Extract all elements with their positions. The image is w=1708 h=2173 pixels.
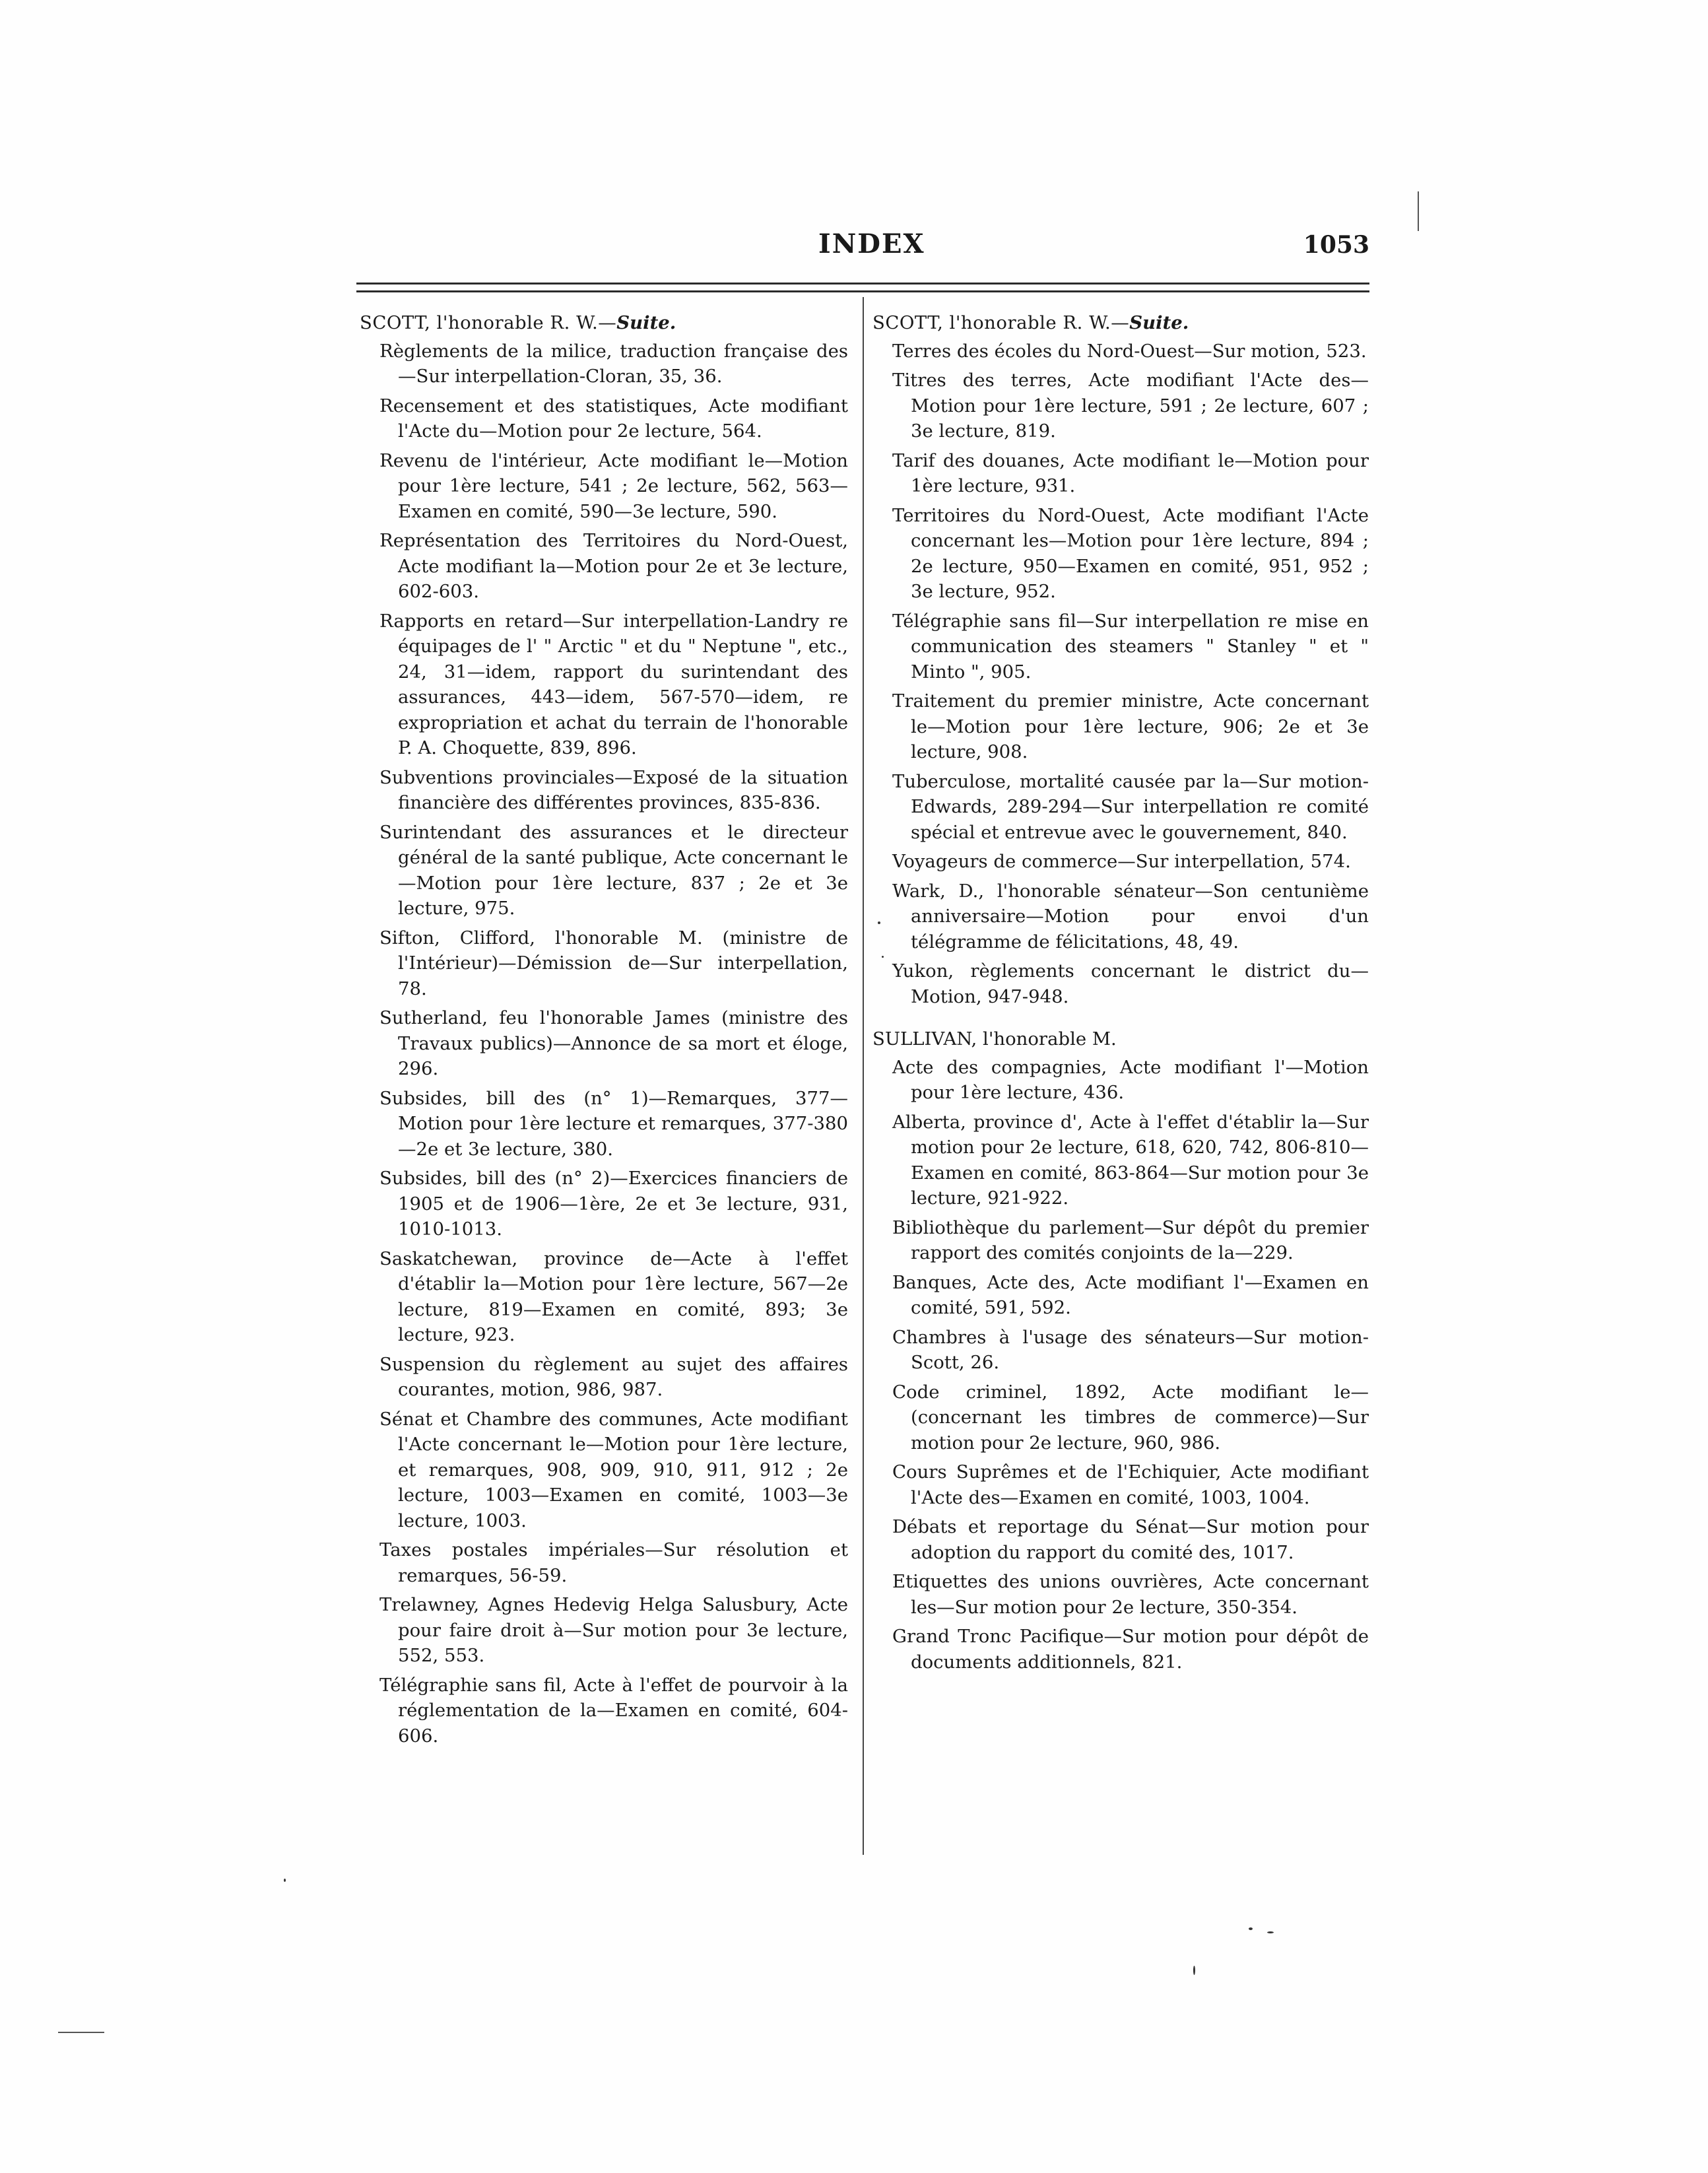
index-entry: Terres des écoles du Nord-Ouest—Sur motion, 523. xyxy=(892,340,1367,362)
index-entry: Surintendant des assurances et le directeur général de la santé publique, Acte concernant le—Motion pour 1ère lecture, 837 ; 2e et 3e lecture, 975. xyxy=(379,821,848,919)
index-entry: Subsides, bill des (n° 1)—Remarques, 377—Motion pour 1ère lecture et remarques, 377-380—2e et 3e lecture, 380. xyxy=(379,1087,848,1160)
index-entry: Voyageurs de commerce—Sur interpellation, 574. xyxy=(892,851,1351,872)
index-entry: Suspension du règlement au sujet des affaires courantes, motion, 986, 987. xyxy=(379,1353,848,1400)
column-divider xyxy=(863,297,864,1855)
page-header xyxy=(356,224,1369,264)
index-entry: Banques, Acte des, Acte modifiant l'—Examen en comité, 591, 592. xyxy=(892,1271,1369,1318)
scan-speck xyxy=(882,956,884,958)
index-entry: Télégraphie sans fil—Sur interpellation re mise en communication des steamers " Stanley " et " Minto ", 905. xyxy=(892,610,1369,683)
index-heading-scott-continued xyxy=(872,310,1369,336)
index-entry: Titres des terres, Acte modifiant l'Acte des—Motion pour 1ère lecture, 591 ; 2e lecture, 607 ; 3e lecture, 819. xyxy=(892,370,1369,442)
index-entry: Chambres à l'usage des sénateurs—Sur motion-Scott, 26. xyxy=(892,1326,1369,1373)
right-column xyxy=(872,310,1369,1679)
header-rule-top xyxy=(356,283,1369,284)
index-entry: Débats et reportage du Sénat—Sur motion pour adoption du rapport du comité des, 1017. xyxy=(892,1516,1369,1563)
index-heading-scott xyxy=(360,310,848,336)
scan-speck xyxy=(878,921,880,924)
heading-suite: Suite. xyxy=(1129,312,1189,333)
heading-name: SCOTT, l'honorable R. W.— xyxy=(360,312,617,333)
index-entry: Saskatchewan, province de—Acte à l'effet d'établir la—Motion pour 1ère lecture, 567—2e lecture, 819—Examen en comité, 893; 3e lecture, 923. xyxy=(379,1248,848,1345)
index-entry: Alberta, province d', Acte à l'effet d'établir la—Sur motion pour 2e lecture, 618, 620, 742, 806-810—Examen en comité, 863-864—Sur motion pour 3e lecture, 921-922. xyxy=(892,1111,1369,1209)
index-entry: Trelawney, Agnes Hedevig Helga Salusbury, Acte pour faire droit à—Sur motion pour 3e lecture, 552, 553. xyxy=(379,1594,848,1666)
index-heading-sullivan: SULLIVAN, l'honorable M. xyxy=(872,1028,1117,1050)
index-entry: Télégraphie sans fil, Acte à l'effet de pourvoir à la réglementation de la—Examen en comité, 604-606. xyxy=(379,1674,848,1747)
index-entry: Subsides, bill des (n° 2)—Exercices financiers de 1905 et de 1906—1ère, 2e et 3e lecture, 931, 1010-1013. xyxy=(379,1168,848,1240)
index-entry: Tarif des douanes, Acte modifiant le—Motion pour 1ère lecture, 931. xyxy=(892,450,1369,496)
heading-suite: Suite. xyxy=(616,312,676,333)
running-title: INDEX xyxy=(818,228,925,259)
index-entry: Sénat et Chambre des communes, Acte modifiant l'Acte concernant le—Motion pour 1ère lecture, et remarques, 908, 909, 910, 911, 912 ; 2e lecture, 1003—Examen en comité, 1003—3e lecture, 1003. xyxy=(379,1408,848,1531)
index-entry: Subventions provinciales—Exposé de la situation financière des différentes provinces, 835-836. xyxy=(379,766,848,813)
index-entry: Revenu de l'intérieur, Acte modifiant le—Motion pour 1ère lecture, 541 ; 2e lecture, 562, 563—Examen en comité, 590—3e lecture, 590. xyxy=(379,450,848,522)
heading-name: SCOTT, l'honorable R. W.— xyxy=(872,312,1130,333)
scan-edge-mark xyxy=(58,2032,104,2033)
index-entry: Traitement du premier ministre, Acte concernant le—Motion pour 1ère lecture, 906; 2e et 3e lecture, 908. xyxy=(892,690,1369,762)
index-entry: Cours Suprêmes et de l'Echiquier, Acte modifiant l'Acte des—Examen en comité, 1003, 1004. xyxy=(892,1461,1369,1508)
index-entry: Taxes postales impériales—Sur résolution et remarques, 56-59. xyxy=(379,1539,848,1586)
index-entry: Acte des compagnies, Acte modifiant l'—Motion pour 1ère lecture, 436. xyxy=(892,1056,1369,1103)
header-rule-bottom xyxy=(356,290,1369,292)
left-column xyxy=(360,310,848,1753)
index-entry: Rapports en retard—Sur interpellation-Landry re équipages de l' " Arctic " et du " Neptune ", etc., 24, 31—idem, rapport du surintendant des assurances, 443—idem, 567-570—idem, re expropriation et achat du terrain de l'honorable P. A. Choquette, 839, 896. xyxy=(379,610,848,758)
scan-speck xyxy=(1249,1927,1253,1930)
index-entry: Sutherland, feu l'honorable James (ministre des Travaux publics)—Annonce de sa mort et éloge, 296. xyxy=(379,1007,848,1079)
index-entry: Yukon, règlements concernant le district du—Motion, 947-948. xyxy=(892,960,1369,1007)
page-number: 1053 xyxy=(1303,231,1369,259)
index-entry: Wark, D., l'honorable sénateur—Son centunième anniversaire—Motion pour envoi d'un télégramme de félicitations, 48, 49. xyxy=(892,880,1369,953)
index-entry: Code criminel, 1892, Acte modifiant le—(concernant les timbres de commerce)—Sur motion pour 2e lecture, 960, 986. xyxy=(892,1381,1369,1454)
index-entry: Etiquettes des unions ouvrières, Acte concernant les—Sur motion pour 2e lecture, 350-354. xyxy=(892,1571,1369,1618)
scan-speck xyxy=(284,1879,286,1882)
index-entry: Représentation des Territoires du Nord-Ouest, Acte modifiant la—Motion pour 2e et 3e lecture, 602-603. xyxy=(379,530,848,602)
index-entry: Tuberculose, mortalité causée par la—Sur motion-Edwards, 289-294—Sur interpellation re comité spécial et entrevue avec le gouvernement, 840. xyxy=(892,770,1369,843)
index-entry: Règlements de la milice, traduction française des—Sur interpellation-Cloran, 35, 36. xyxy=(379,340,848,387)
scan-speck xyxy=(1193,1966,1195,1975)
index-entry: Grand Tronc Pacifique—Sur motion pour dépôt de documents additionnels, 821. xyxy=(892,1626,1369,1673)
index-entry: Recensement et des statistiques, Acte modifiant l'Acte du—Motion pour 2e lecture, 564. xyxy=(379,395,848,442)
index-entry: Bibliothèque du parlement—Sur dépôt du premier rapport des comités conjoints de la—229. xyxy=(892,1217,1369,1263)
index-entry: Territoires du Nord-Ouest, Acte modifiant l'Acte concernant les—Motion pour 1ère lecture, 894 ; 2e lecture, 950—Examen en comité, 951, 952 ; 3e lecture, 952. xyxy=(892,504,1369,602)
index-entry: Sifton, Clifford, l'honorable M. (ministre de l'Intérieur)—Démission de—Sur interpellation, 78. xyxy=(379,927,848,999)
scan-speck xyxy=(1267,1931,1274,1933)
scan-edge-mark xyxy=(1418,191,1419,231)
